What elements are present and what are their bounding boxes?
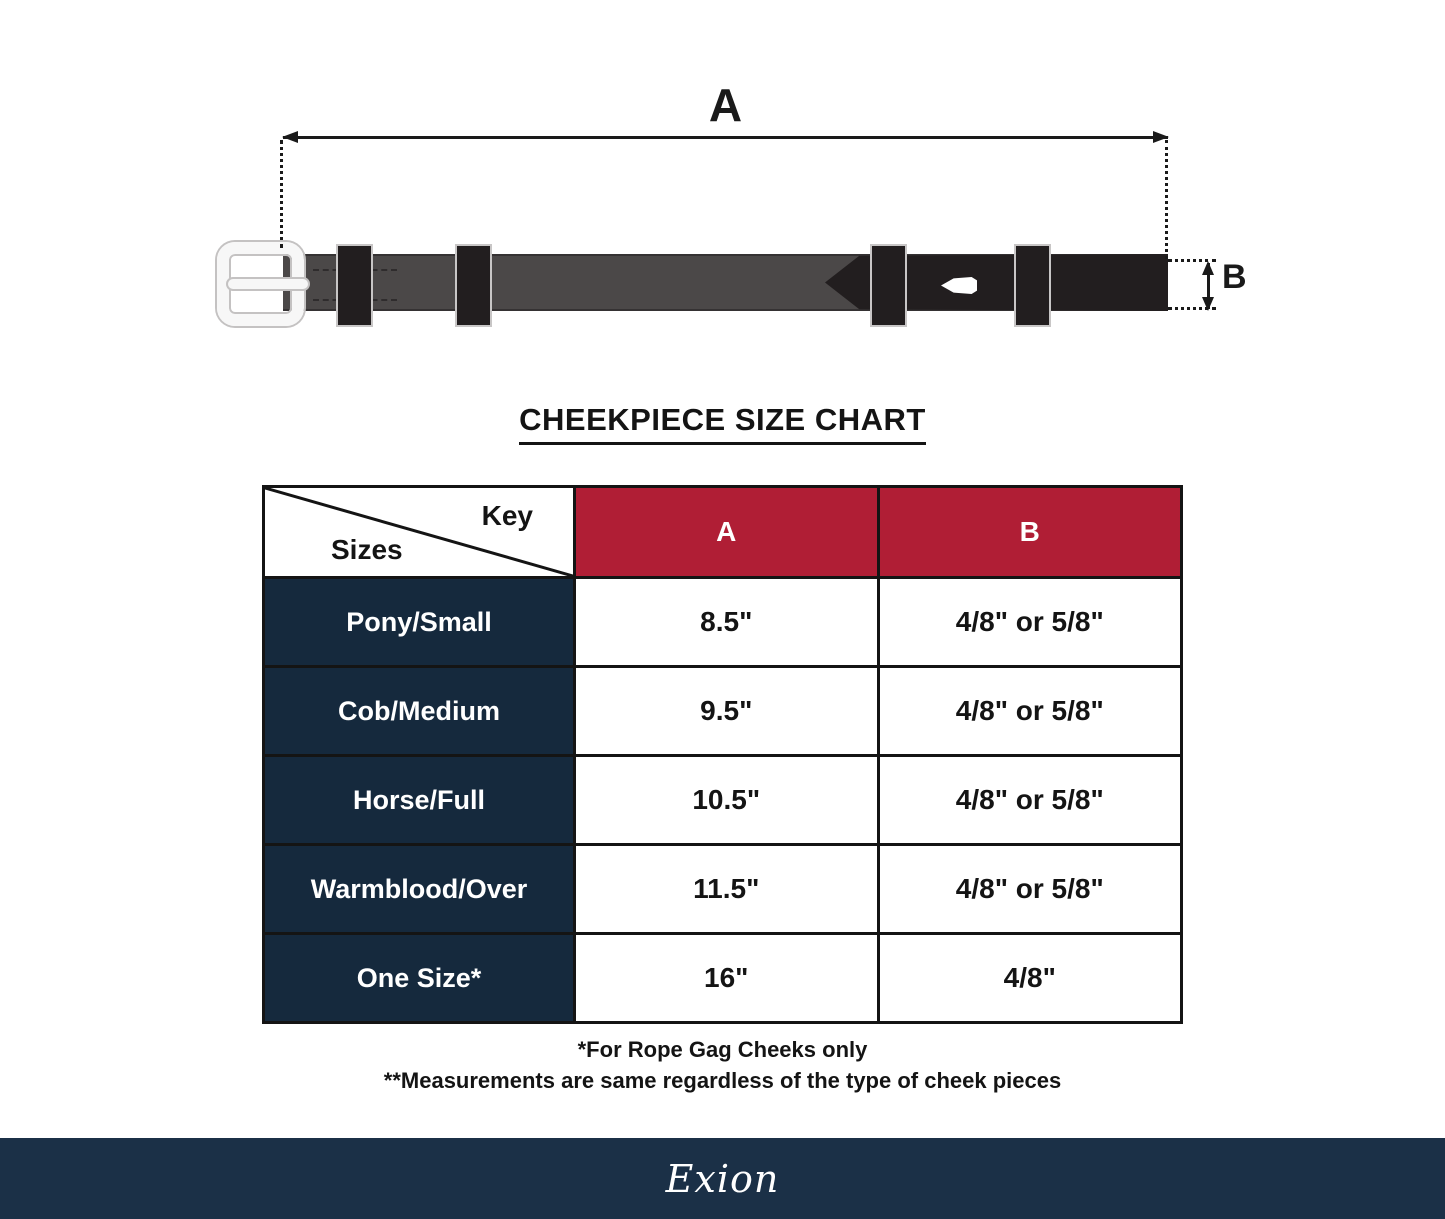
size-cell: Pony/Small: [264, 578, 575, 667]
size-cell: One Size*: [264, 934, 575, 1023]
arrowhead-down-icon: [1202, 297, 1214, 311]
value-a-cell: 16": [575, 934, 879, 1023]
belt-keeper: [338, 246, 371, 325]
row-cob-medium: [264, 667, 1182, 756]
belt-keeper: [457, 246, 490, 325]
dimension-a-label: A: [708, 79, 743, 131]
value-a-cell: 9.5": [575, 667, 879, 756]
row-warmblood-over: [264, 845, 1182, 934]
size-cell: Horse/Full: [264, 756, 575, 845]
value-a-cell: 8.5": [575, 578, 879, 667]
value-b-cell: 4/8" or 5/8": [878, 578, 1182, 667]
size-cell: Warmblood/Over: [264, 845, 575, 934]
size-table: [262, 485, 1183, 1024]
belt-keeper: [1016, 246, 1049, 325]
dimension-b-label: B: [1222, 258, 1247, 296]
row-one-size: [264, 934, 1182, 1023]
row-pony-small: [264, 578, 1182, 667]
dimension-b-arrow-line: [1207, 263, 1210, 309]
value-a-cell: 11.5": [575, 845, 879, 934]
arrowhead-left-icon: [282, 131, 298, 143]
extension-line-right: [1165, 140, 1168, 259]
footnote-1: *For Rope Gag Cheeks only: [577, 1037, 868, 1062]
buckle-prong: [226, 277, 310, 291]
arrowhead-right-icon: [1153, 131, 1169, 143]
header-row: [264, 487, 1182, 578]
value-b-cell: 4/8": [878, 934, 1182, 1023]
size-cell: Cob/Medium: [264, 667, 575, 756]
extension-line-left: [280, 140, 283, 248]
title-wrap: [0, 402, 1445, 445]
footer-bar: [0, 1138, 1445, 1219]
value-b-cell: 4/8" or 5/8": [878, 756, 1182, 845]
brand-logo: Exion: [665, 1156, 780, 1201]
column-header-b: B: [878, 487, 1182, 578]
value-b-cell: 4/8" or 5/8": [878, 845, 1182, 934]
value-b-cell: 4/8" or 5/8": [878, 667, 1182, 756]
row-horse-full: [264, 756, 1182, 845]
column-header-a: A: [575, 487, 879, 578]
corner-cell: [264, 487, 575, 578]
corner-key-label: Key: [481, 500, 533, 531]
arrowhead-up-icon: [1202, 261, 1214, 275]
dimension-a-arrow-line: [283, 136, 1168, 139]
belt-keeper: [872, 246, 905, 325]
value-a-cell: 10.5": [575, 756, 879, 845]
corner-sizes-label: Sizes: [331, 534, 403, 565]
footnote-2: **Measurements are same regardless of the type of cheek pieces: [383, 1068, 1062, 1093]
page-title: CHEEKPIECE SIZE CHART: [519, 402, 926, 445]
